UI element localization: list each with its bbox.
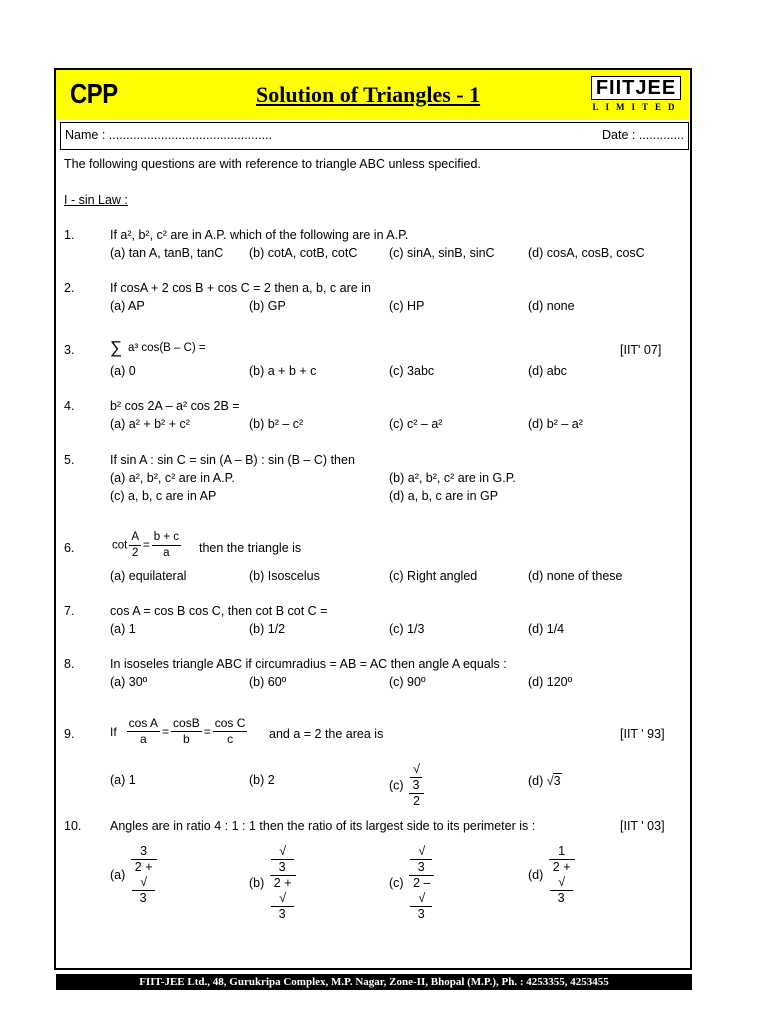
section-heading: I - sin Law : <box>64 193 128 207</box>
q3-option-d: (d) abc <box>528 364 567 378</box>
q6-fraction-a2: $\frac{A}{2}$ <box>131 531 140 559</box>
q3-number: 3. <box>64 343 75 357</box>
q8-option-d: (d) 120º <box>528 675 573 689</box>
footer-address: FIIT-JEE Ltd., 48, Gurukripa Complex, M.P. Nagar, Zone-II, Bhopal (M.P.), Ph. : 4253355, 4253455 <box>56 974 692 990</box>
q9-option-c: (c) √ 3 2 <box>389 762 426 809</box>
q9-frac-cosA: $\frac{\text{cos A}}{a}$ <box>128 716 159 746</box>
q1-number: 1. <box>64 228 75 242</box>
q6-option-d: (d) none of these <box>528 569 623 583</box>
q6-text: then the triangle is <box>199 541 302 555</box>
logo-subtext: LIMITED <box>592 102 682 112</box>
date-field: Date : ............. <box>602 128 684 142</box>
q6-option-b: (b) Isoscelus <box>249 569 320 583</box>
q8-number: 8. <box>64 657 75 671</box>
q4-option-c: (c) c² – a² <box>389 417 443 431</box>
q9-tag: [IIT ' 93] <box>620 727 665 741</box>
intro-text: The following questions are with reference to triangle ABC unless specified. <box>64 157 481 171</box>
q2-option-d: (d) none <box>528 299 575 313</box>
q5-option-b: (b) a², b², c² are in G.P. <box>389 471 516 485</box>
q6-option-a: (a) equilateral <box>110 569 187 583</box>
q2-option-c: (c) HP <box>389 299 425 313</box>
q3-option-c: (c) 3abc <box>389 364 435 378</box>
q6-option-c: (c) Right angled <box>389 569 478 583</box>
q5-number: 5. <box>64 453 75 467</box>
q2-option-a: (a) AP <box>110 299 145 313</box>
q1-option-c: (c) sinA, sinB, sinC <box>389 246 495 260</box>
q3-option-a: (a) 0 <box>110 364 136 378</box>
q9-number: 9. <box>64 727 75 741</box>
q9-frac-cosB: $\frac{\cos B}{b}$ <box>173 716 200 746</box>
cpp-badge: CPP <box>70 78 118 109</box>
q5-text: If sin A : sin C = sin (A – B) : sin (B – C) then <box>110 453 355 467</box>
q10-text: Angles are in ratio 4 : 1 : 1 then the ratio of its largest side to its perimeter is : <box>110 819 536 833</box>
q10-number: 10. <box>64 819 82 833</box>
q6-number: 6. <box>64 541 75 555</box>
q10-tag: [IIT ' 03] <box>620 819 665 833</box>
q4-option-b: (b) b² – c² <box>249 417 304 431</box>
q2-text: If cosA + 2 cos B + cos C = 2 then a, b, c are in <box>110 281 371 295</box>
q7-option-b: (b) 1/2 <box>249 622 286 636</box>
q7-option-d: (d) 1/4 <box>528 622 565 636</box>
q8-option-c: (c) 90º <box>389 675 426 689</box>
q4-option-a: (a) a² + b² + c² <box>110 417 190 431</box>
q1-option-d: (d) cosA, cosB, cosC <box>528 246 645 260</box>
q4-option-d: (d) b² – a² <box>528 417 583 431</box>
q9-expression: If $\frac{\text{cos A}}{a}$ = $\frac{\cos B}{b}$ = $\frac{\text{cos C}}{c}$ <box>110 716 246 746</box>
q7-text: cos A = cos B cos C, then cot B cot C = <box>110 604 328 618</box>
fiitjee-logo <box>591 76 683 116</box>
q6-expression: cot $\frac{A}{2}$ = $\frac{b + c}{a}$ <box>112 531 179 559</box>
page-title: Solution of Triangles - 1 <box>256 82 481 107</box>
q3-text: a³ cos(B – C) = <box>128 342 206 354</box>
q4-text: b² cos 2A – a² cos 2B = <box>110 399 240 413</box>
q9-option-a: (a) 1 <box>110 773 136 787</box>
logo-text: FIITJEE <box>591 76 681 100</box>
name-date-box <box>60 122 689 150</box>
q1-option-b: (b) cotA, cotB, cotC <box>249 246 358 260</box>
header-bar <box>56 70 689 120</box>
q9-frac-cosC: $\frac{\text{cos C}}{c}$ <box>214 716 246 746</box>
q3-sigma: ∑ <box>110 338 123 357</box>
q3-option-b: (b) a + b + c <box>249 364 317 378</box>
q9-option-b: (b) 2 <box>249 773 275 787</box>
q10-option-d: (d) 1 2 + √ 3 <box>528 844 577 906</box>
q8-text: In isoseles triangle ABC if circumradius = AB = AC then angle A equals : <box>110 657 507 671</box>
name-field: Name : ............................................... <box>65 128 272 142</box>
q4-number: 4. <box>64 399 75 413</box>
q10-option-c: (c) √ 3 2 – √ 3 <box>389 844 436 922</box>
q1-option-a: (a) tan A, tanB, tanC <box>110 246 224 260</box>
q10-option-a: (a) 3 2 + √ 3 <box>110 844 159 906</box>
q6-fraction-bc-a: $\frac{b + c}{a}$ <box>153 531 179 559</box>
q8-option-a: (a) 30º <box>110 675 148 689</box>
page-frame <box>54 68 692 970</box>
q8-option-b: (b) 60º <box>249 675 287 689</box>
q7-option-a: (a) 1 <box>110 622 136 636</box>
q1-text: If a², b², c² are in A.P. which of the following are in A.P. <box>110 228 409 242</box>
q5-option-c: (c) a, b, c are in AP <box>110 489 217 503</box>
q3-tag: [IIT' 07] <box>620 343 662 357</box>
q6-cot: cot <box>112 539 128 552</box>
q9-text: and a = 2 the area is <box>269 727 384 741</box>
q2-number: 2. <box>64 281 75 295</box>
q2-option-b: (b) GP <box>249 299 286 313</box>
q7-option-c: (c) 1/3 <box>389 622 425 636</box>
q5-option-a: (a) a², b², c² are in A.P. <box>110 471 235 485</box>
q9-option-d: (d) √3 <box>528 774 561 788</box>
q5-option-d: (d) a, b, c are in GP <box>389 489 499 503</box>
q10-option-b: (b) √ 3 2 + √ 3 <box>249 844 298 922</box>
q7-number: 7. <box>64 604 75 618</box>
